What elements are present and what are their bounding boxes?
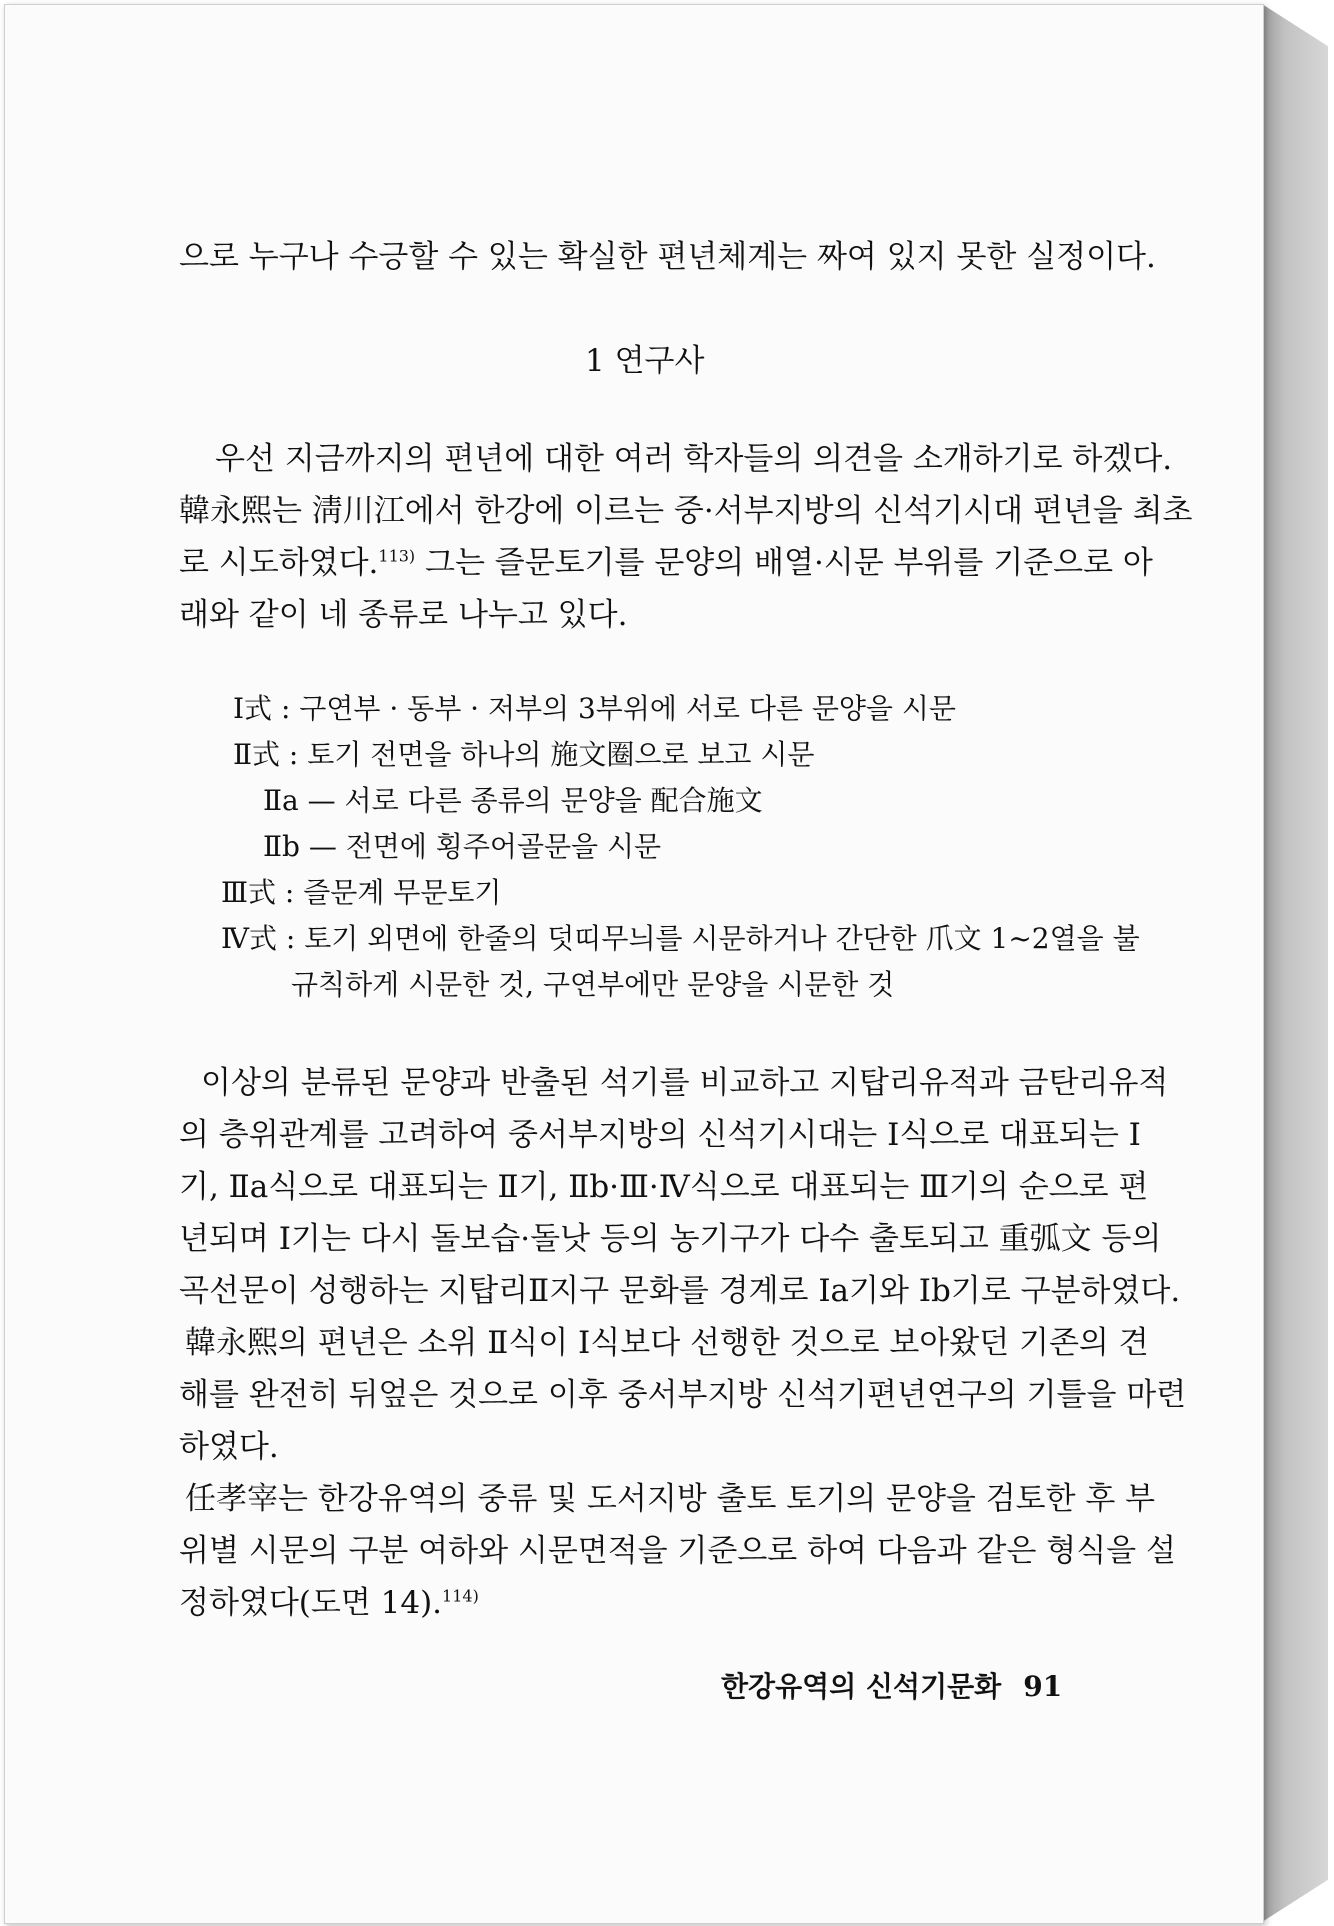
text-line: 곡선문이 성행하는 지탑리Ⅱ지구 문화를 경계로 Ⅰa기와 Ⅰb기로 구분하였다. xyxy=(179,1273,1181,1309)
text-line: 任孝宰는 한강유역의 중류 및 도서지방 출토 토기의 문양을 검토한 후 부 xyxy=(185,1481,1156,1517)
text-line: 하였다. xyxy=(179,1429,279,1465)
book-page xyxy=(4,4,1264,1924)
text-line xyxy=(179,1583,479,1623)
classification-line: Ⅲ式 : 즐문계 무문토기 xyxy=(221,876,502,909)
footnote-ref: 114) xyxy=(442,1586,479,1606)
text-line: 기, Ⅱa식으로 대표되는 Ⅱ기, Ⅱb·Ⅲ·Ⅳ식으로 대표되는 Ⅲ기의 순으로 편 xyxy=(179,1169,1149,1205)
running-footer xyxy=(721,1667,1062,1707)
page-edge xyxy=(1262,4,1328,1922)
classification-line: Ⅱa — 서로 다른 종류의 문양을 配合施文 xyxy=(263,784,763,817)
text-line: 韓永熙의 편년은 소위 Ⅱ식이 Ⅰ식보다 선행한 것으로 보아왔던 기존의 견 xyxy=(185,1325,1149,1361)
text-line: 으로 누구나 수긍할 수 있는 확실한 편년체계는 짜여 있지 못한 실정이다. xyxy=(179,239,1156,275)
text-line: 래와 같이 네 종류로 나누고 있다. xyxy=(179,597,628,633)
classification-line: Ⅳ式 : 토기 외면에 한줄의 덧띠무늬를 시문하거나 간단한 爪文 1~2열을 불 xyxy=(221,922,1140,955)
footnote-ref: 113) xyxy=(378,546,416,566)
text-line: 韓永熙는 淸川江에서 한강에 이르는 중·서부지방의 신석기시대 편년을 최초 xyxy=(179,493,1193,529)
section-heading: 1 연구사 xyxy=(585,343,705,379)
text-line: 우선 지금까지의 편년에 대한 여러 학자들의 의견을 소개하기로 하겠다. xyxy=(215,441,1173,477)
text-fragment: 정하였다(도면 14). xyxy=(179,1585,443,1621)
text-line xyxy=(179,543,1153,583)
text-line: 의 층위관계를 고려하여 중서부지방의 신석기시대는 Ⅰ식으로 대표되는 Ⅰ xyxy=(179,1117,1141,1153)
text-fragment: 그는 즐문토기를 문양의 배열·시문 부위를 기준으로 아 xyxy=(415,545,1153,581)
page-number: 91 xyxy=(1023,1670,1063,1703)
text-line: 이상의 분류된 문양과 반출된 석기를 비교하고 지탑리유적과 금탄리유적 xyxy=(201,1065,1169,1101)
footer-title: 한강유역의 신석기문화 xyxy=(721,1670,1002,1703)
classification-line: 규칙하게 시문한 것, 구연부에만 문양을 시문한 것 xyxy=(291,968,895,1001)
text-line: 해를 완전히 뒤엎은 것으로 이후 중서부지방 신석기편년연구의 기틀을 마련 xyxy=(179,1377,1187,1413)
text-line: 년되며 Ⅰ기는 다시 돌보습·돌낫 등의 농기구가 다수 출토되고 重弧文 등의 xyxy=(179,1221,1162,1257)
text-line: 위별 시문의 구분 여하와 시문면적을 기준으로 하여 다음과 같은 형식을 설 xyxy=(179,1533,1176,1569)
classification-line: Ⅱ式 : 토기 전면을 하나의 施文圈으로 보고 시문 xyxy=(233,738,815,771)
classification-line: Ⅱb — 전면에 횡주어골문을 시문 xyxy=(263,830,662,863)
text-fragment: 로 시도하였다. xyxy=(179,545,379,581)
classification-line: Ⅰ式 : 구연부 · 동부 · 저부의 3부위에 서로 다른 문양을 시문 xyxy=(233,692,956,725)
